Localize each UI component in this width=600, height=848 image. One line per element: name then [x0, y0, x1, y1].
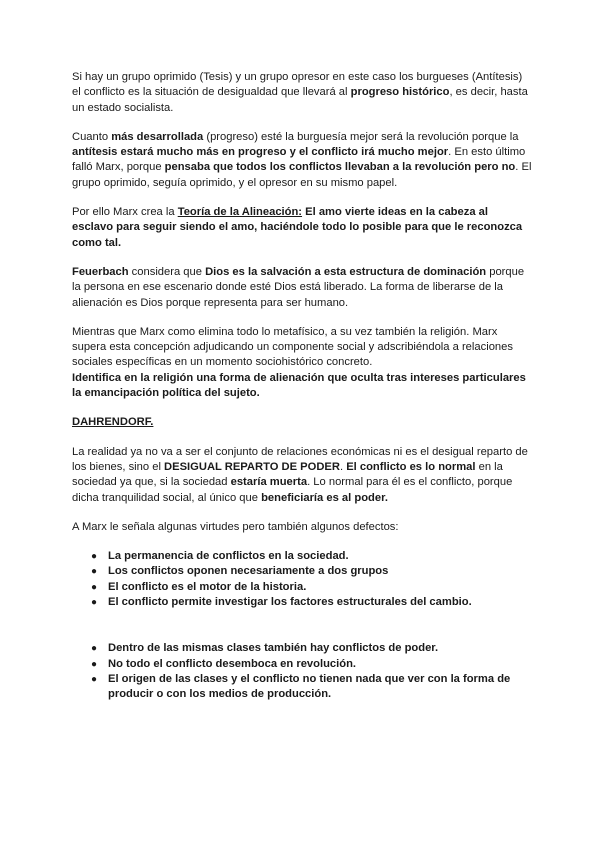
defectos-list — [72, 641, 532, 702]
bullet-icon: ● — [91, 551, 98, 563]
bold-run: El conflicto es lo normal — [346, 460, 476, 473]
text-run: Por ello Marx crea la — [72, 206, 178, 219]
paragraph-alineacion — [72, 205, 532, 251]
text-run: considera que — [128, 265, 206, 278]
text-run: . El grupo oprimido, seguía oprimido, y el opresor en su mismo papel. — [72, 161, 532, 189]
paragraph-religion — [72, 325, 532, 401]
text-run: en la sociedad ya que, si la sociedad — [72, 460, 503, 489]
bold-run: progreso histórico — [350, 86, 450, 99]
bullet-icon: ● — [91, 597, 98, 609]
bullet-icon: ● — [91, 566, 98, 578]
text-run: , es decir, hasta un estado socialista. — [72, 86, 528, 114]
list-item: ● Dentro de las mismas clases también hay conflictos de poder. — [72, 641, 532, 656]
text-run: Si hay un grupo oprimido (Tesis) y un grupo opresor en este caso los burgueses (Antítesis) el conflicto es la situación de desigualdad que llevará al — [72, 71, 523, 99]
bold-run: pensaba que todos los conflictos llevaban a la revolución pero no — [164, 161, 516, 174]
list-item: ● El conflicto es el motor de la historia. — [72, 580, 532, 595]
document-page — [72, 70, 532, 703]
text-run: . — [339, 460, 347, 473]
text-run: (progreso) esté la burguesía mejor será la revolución porque la — [203, 130, 519, 143]
text-run: Cuanto — [72, 130, 112, 143]
paragraph-burguesia — [72, 130, 532, 191]
paragraph-dahrendorf — [72, 445, 532, 506]
list-item: ● La permanencia de conflictos en la sociedad. — [72, 549, 532, 564]
section-heading: DAHRENDORF. — [72, 416, 154, 429]
bold-run: estaría muerta — [230, 476, 308, 489]
text-run: . En esto último falló Marx, porque — [72, 146, 526, 174]
bold-run: antítesis estará mucho más en progreso y el conflicto irá mucho mejor — [72, 146, 449, 159]
text-run: . Lo normal para él es el conflicto, porque dicha tranquilidad social, al único que — [72, 476, 513, 504]
bold-run: beneficiaría es al poder. — [261, 491, 388, 504]
bold-run: Identifica en la religión una forma de alienación que oculta tras intereses particulares la emancipación política del sujeto. — [72, 371, 526, 400]
bullet-icon: ● — [91, 673, 98, 685]
virtudes-list — [72, 549, 532, 610]
list-item: ● El origen de las clases y el conflicto no tienen nada que ver con la forma de producir o con los medios de producción. — [91, 672, 511, 701]
text-run: porque la persona en ese escenario donde esté Dios está liberado. La forma de liberarse de la alienación es Dios porque representa para ser humano. — [72, 265, 525, 309]
bold-run: Feuerbach — [72, 265, 129, 278]
paragraph-intro-list: A Marx le señala algunas virtudes pero también algunos defectos: — [72, 520, 399, 533]
list-item: ● Los conflictos oponen necesariamente a dos grupos — [72, 564, 532, 579]
bullet-icon: ● — [91, 581, 98, 593]
text-run: La realidad ya no va a ser el conjunto de relaciones económicas ni es el desigual reparto de los bienes, sino el — [72, 445, 528, 473]
paragraph-tesis — [72, 70, 532, 116]
bold-run: Dios es la salvación a esta estructura de dominación — [205, 265, 487, 278]
bold-run: DESIGUAL REPARTO DE PODER — [164, 460, 340, 473]
bold-run: más desarrollada — [111, 130, 204, 143]
list-item: ● El conflicto permite investigar los factores estructurales del cambio. — [72, 595, 532, 610]
bullet-icon: ● — [91, 658, 98, 670]
bold-run: El amo vierte ideas en la cabeza al esclavo para seguir siendo el amo, haciéndole todo lo posible para que le reconozca como tal. — [72, 206, 523, 249]
text-run: Mientras que Marx como elimina todo lo metafísico, a su vez también la religión. Marx supera esta concepción adjudicando un componente social y adscribiéndola a relaciones sociales específicas en un momento sociohistórico concreto. — [72, 325, 513, 369]
paragraph-feuerbach — [72, 265, 532, 311]
bullet-icon: ● — [91, 643, 98, 655]
underlined-term: Teoría de la Alineación: — [177, 206, 303, 219]
list-item: ● No todo el conflicto desemboca en revolución. — [72, 657, 532, 672]
